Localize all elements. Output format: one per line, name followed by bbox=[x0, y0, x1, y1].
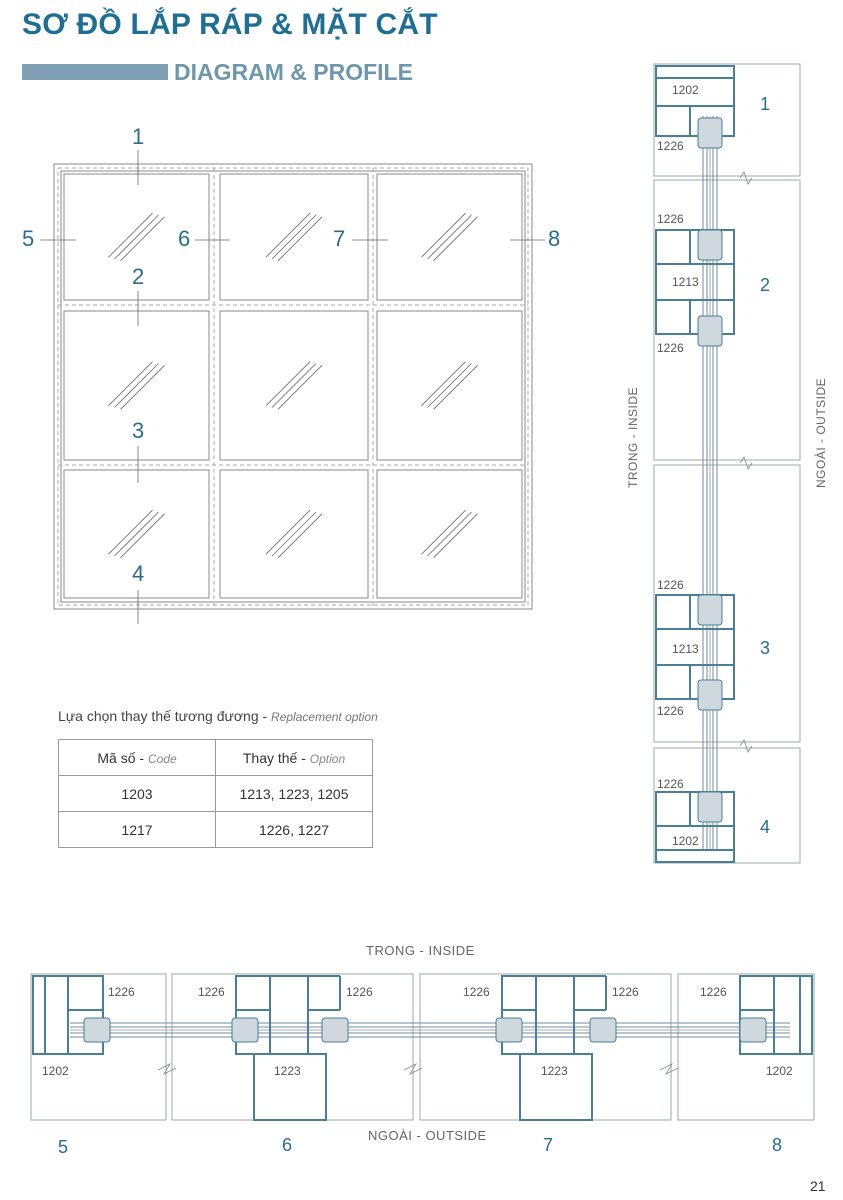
section-number: 5 bbox=[58, 1137, 69, 1157]
outside-label: NGOÀI - OUTSIDE bbox=[368, 1128, 487, 1143]
section-number: 1 bbox=[132, 124, 145, 149]
replacement-title-en: Replacement option bbox=[271, 710, 378, 724]
section-number: 6 bbox=[178, 226, 191, 251]
inside-label: TRONG - INSIDE bbox=[626, 386, 640, 488]
part-code: 1202 bbox=[672, 83, 699, 97]
section-number: 3 bbox=[132, 418, 145, 443]
table-row bbox=[59, 812, 373, 848]
section-number: 1 bbox=[760, 94, 771, 114]
section-number: 2 bbox=[132, 264, 145, 289]
section-number: 8 bbox=[548, 226, 561, 251]
glass-hatch bbox=[115, 364, 159, 408]
glass-hatch bbox=[428, 215, 472, 259]
page-number: 21 bbox=[810, 1178, 826, 1194]
section-number: 4 bbox=[132, 561, 145, 586]
option-cell: 1213, 1223, 1205 bbox=[216, 776, 373, 812]
part-code: 1226 bbox=[108, 985, 135, 999]
part-code: 1226 bbox=[657, 341, 684, 355]
part-code: 1213 bbox=[672, 275, 699, 289]
glass-hatch bbox=[115, 215, 159, 259]
part-code: 1226 bbox=[198, 985, 225, 999]
glass-hatch bbox=[272, 512, 316, 556]
section-number: 3 bbox=[760, 638, 771, 658]
option-cell: 1226, 1227 bbox=[216, 812, 373, 848]
replacement-title-vi: Lựa chọn thay thế tương đương - bbox=[58, 708, 268, 724]
part-code: 1202 bbox=[42, 1064, 69, 1078]
glass-hatch bbox=[115, 512, 159, 556]
column-header: Thay thế - Option bbox=[216, 740, 373, 776]
part-code: 1202 bbox=[766, 1064, 793, 1078]
part-code: 1226 bbox=[657, 578, 684, 592]
glass-hatch bbox=[428, 364, 472, 408]
code-cell: 1203 bbox=[59, 776, 216, 812]
glass-hatch bbox=[272, 215, 316, 259]
section-number: 6 bbox=[282, 1135, 293, 1155]
horizontal-section-drawing bbox=[0, 930, 843, 1170]
inside-label: TRONG - INSIDE bbox=[366, 943, 475, 958]
section-number: 8 bbox=[772, 1135, 783, 1155]
code-cell: 1217 bbox=[59, 812, 216, 848]
replacement-table bbox=[58, 739, 373, 848]
outside-label: NGOÀI - OUTSIDE bbox=[814, 377, 828, 488]
glass-hatch bbox=[428, 512, 472, 556]
glass-hatch bbox=[272, 364, 316, 408]
section-number: 4 bbox=[760, 817, 771, 837]
part-code: 1226 bbox=[657, 704, 684, 718]
section-number: 2 bbox=[760, 275, 771, 295]
part-code: 1213 bbox=[672, 642, 699, 656]
part-code: 1223 bbox=[541, 1064, 568, 1078]
part-code: 1226 bbox=[463, 985, 490, 999]
part-code: 1226 bbox=[700, 985, 727, 999]
part-code: 1226 bbox=[657, 777, 684, 791]
part-code: 1226 bbox=[657, 139, 684, 153]
page-subtitle: DIAGRAM & PROFILE bbox=[174, 59, 413, 85]
table-row bbox=[59, 776, 373, 812]
table-header-row bbox=[59, 740, 373, 776]
section-number: 7 bbox=[543, 1135, 554, 1155]
section-number: 7 bbox=[333, 226, 346, 251]
part-code: 1223 bbox=[274, 1064, 301, 1078]
vertical-section-drawing bbox=[600, 50, 843, 880]
replacement-title bbox=[58, 708, 378, 724]
column-header: Mã số - Code bbox=[59, 740, 216, 776]
page-title: SƠ ĐỒ LẮP RÁP & MẶT CẮT bbox=[22, 8, 438, 41]
section-number: 5 bbox=[22, 226, 35, 251]
part-code: 1202 bbox=[672, 834, 699, 848]
part-code: 1226 bbox=[657, 212, 684, 226]
part-code: 1226 bbox=[346, 985, 373, 999]
part-code: 1226 bbox=[612, 985, 639, 999]
